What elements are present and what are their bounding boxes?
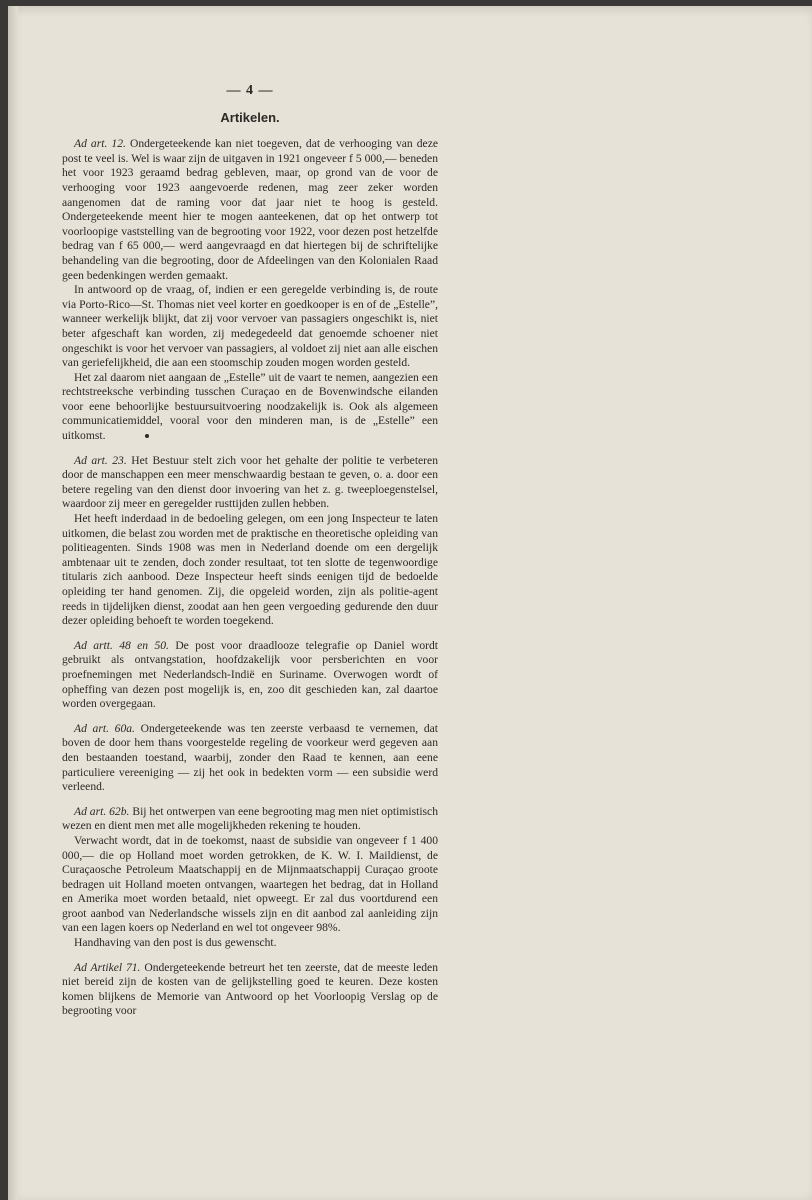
paragraph <box>62 454 438 512</box>
paragraph <box>62 639 438 712</box>
paragraph-text: De post voor draadlooze telegrafie op Daniel wordt gebruikt als ontvangstation, hoofdzakelijk voor persberichten en voor proefnemingen met Nederlandsch-Indië en Suriname. Overwogen wordt of opheffing van dezen post mogelijk is, en, zoo dit geschieden kan, zal daartoe worden overgegaan. <box>62 638 438 711</box>
article-reference: Ad art. 60a. <box>74 721 135 735</box>
paragraph-text: Ondergeteekende kan niet toegeven, dat de verhooging van deze post te veel is. Wel is waar zijn de uitgaven in 1921 ongeveer f 5 000,— beneden het voor 1923 geraamd bedrag gebleven, maar, op grond van de voor de verhooging voor 1923 aangevoerde redenen, mag zeer zeker worden aangenomen dat de raming voor dat jaar niet te hoog is gesteld. Ondergeteekende meent hier te mogen aanteekenen, dat op het ontwerp tot voorloopige vaststelling van de begrooting voor 1922, voor dezen post hetzelfde bedrag van f 65 000,— werd aangevraagd en dat hiertegen bij de schriftelijke behandeling van die begrooting, door de Afdeelingen van den Kolonialen Raad geen bedenkingen werden gemaakt. <box>62 137 438 282</box>
paragraph-text: Ondergeteekende betreurt het ten zeerste, dat de meeste leden niet bereid zijn de kosten van de gelijkstelling goed te keuren. Deze kosten komen blijkens de Memorie van Antwoord op het Voorloopig Verslag op de begrooting voor <box>62 960 438 1018</box>
section-gap <box>62 795 438 805</box>
section-art-71 <box>62 961 438 1019</box>
paragraph-text: Handhaving van den post is dus gewenscht. <box>74 936 277 950</box>
paragraph <box>62 371 438 444</box>
article-reference: Ad art. 12. <box>74 137 126 151</box>
article-reference: Ad artt. 48 en 50. <box>74 638 169 652</box>
section-gap <box>62 712 438 722</box>
paragraph <box>62 834 438 936</box>
paragraph <box>62 137 438 283</box>
ink-dot <box>145 434 149 438</box>
paragraph <box>62 283 438 371</box>
paragraph <box>62 961 438 1019</box>
document-body <box>62 84 438 1019</box>
paragraph-text: Het Bestuur stelt zich voor het gehalte der politie te verbeteren door de manschappen een meer menschwaardig bestaan te geven, o. a. door een betere regeling van den dienst door invoering van het z. g. tweeploegenstelsel, waardoor zij meer en geregelder rusttijden zullen hebben. <box>62 453 438 511</box>
paragraph-text: Het zal daarom niet aangaan de „Estelle” uit de vaart te nemen, aangezien een rechtstreeksche verbinding tusschen Curaçao en de Bovenwindsche eilanden voor eene behoorlijke bestuursuitvoering noodzakelijk is. Ook als algemeen communicatiemiddel, vooral voor den minderen man, is de „Estelle” een uitkomst. <box>62 370 438 443</box>
paragraph <box>62 936 438 951</box>
article-reference: Ad art. 23. <box>74 453 127 467</box>
page-number: — 4 — <box>226 83 274 98</box>
page-edge-shadow <box>8 6 18 1200</box>
paragraph <box>62 722 438 795</box>
paragraph-text: Het heeft inderdaad in de bedoeling gelegen, om een jong Inspecteur te laten uitkomen, die belast zou worden met de praktische en theoretische opleiding van politieagenten. Sinds 1908 was men in Nederland doende om een dergelijk ambtenaar uit te zenden, doch zonder resultaat, tot ten slotte de tegenwoordige titularis zich aanbood. Deze Inspecteur heeft sinds eenigen tijd de bedoelde opleiding ter hand genomen. Zij, die opgeleid worden, zijn als politie-agent reeds in tijdelijken dienst, zoodat aan hen geen vergoeding gedurende den duur dezer opleiding behoeft te worden toegekend. <box>62 512 438 628</box>
paragraph-text: Ondergeteekende was ten zeerste verbaasd te vernemen, dat boven de door hem thans voorgestelde regeling de voorkeur werd gegeven aan den bestaanden toestand, waarbij, zonder den Raad te kennen, aan eene particuliere vereeniging — zij het ook in bedekten vorm — een subsidie werd verleend. <box>62 721 438 794</box>
section-gap <box>62 629 438 639</box>
section-art-60a <box>62 722 438 795</box>
paragraph-text: In antwoord op de vraag, of, indien er een geregelde verbinding is, de route via Porto-Rico—St. Thomas niet veel korter en goedkooper is en of de „Estelle”, wanneer werkelijk blijkt, dat zij voor vervoer van passagiers ongeschikt is, niet beter afgeschaft kan worden, zij medegedeeld dat genoemde schoener niet ongeschikt is voor het vervoer van passagiers, al voldoet zij niet aan alle eischen van geriefelijkheid, die aan een stoomschip zouden mogen worden gesteld. <box>62 283 438 370</box>
section-art-12 <box>62 137 438 443</box>
section-title: Artikelen. <box>220 109 280 125</box>
section-art-48-50 <box>62 639 438 712</box>
paragraph-text: Bij het ontwerpen van eene begrooting mag men niet optimistisch wezen en dient men met alle mogelijkheden rekening te houden. <box>62 804 438 833</box>
section-art-62b <box>62 805 438 951</box>
section-gap <box>62 951 438 961</box>
section-art-23 <box>62 454 438 629</box>
article-reference: Ad art. 62b. <box>74 804 130 818</box>
paragraph <box>62 512 438 629</box>
section-gap <box>62 444 438 454</box>
paragraph-text: Verwacht wordt, dat in de toekomst, naast de subsidie van ongeveer f 1 400 000,— die op Holland moet worden getrokken, de K. W. I. Maildienst, de Curaçaosche Petroleum Maatschappij en de Mijnmaatschappij Curaçao groote bedragen uit Holland moeten ontvangen, waartegen het bedrag, dat in Holland en Amerika moet worden betaald, niet opweegt. Er zal dus voortdurend een groot aanbod van Nederlandsche wissels zijn en dit aanbod zal aanleiding zijn van een lagen koers op Nederland en wel tot ongeveer 98%. <box>62 833 438 935</box>
paragraph <box>62 805 438 834</box>
article-reference: Ad Artikel 71. <box>74 960 141 974</box>
